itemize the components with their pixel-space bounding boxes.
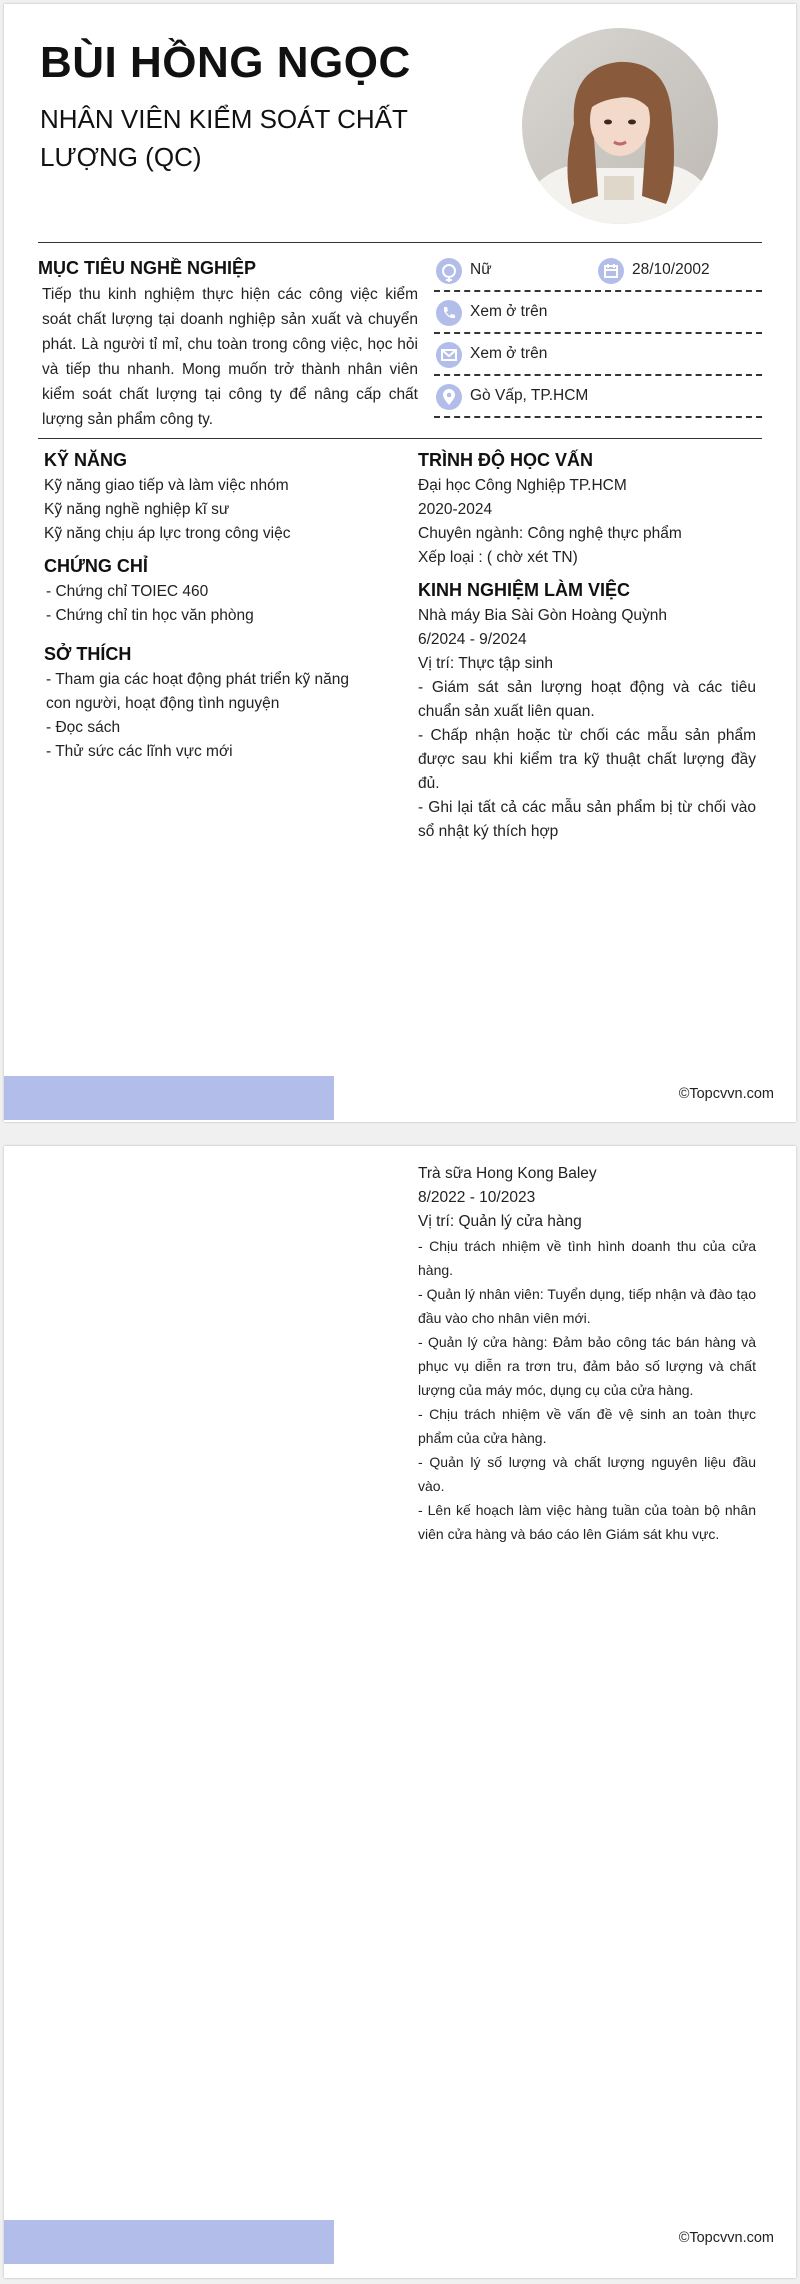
hobbies-title: SỞ THÍCH xyxy=(44,644,132,664)
footer-credit: ©Topcvvn.com xyxy=(678,1086,774,1102)
hobbies-list xyxy=(46,668,376,764)
job-company: Nhà máy Bia Sài Gòn Hoàng Quỳnh xyxy=(418,607,667,624)
contact-row-email xyxy=(434,334,762,376)
education-school: Đại học Công Nghiệp TP.HCM xyxy=(418,477,627,494)
avatar xyxy=(522,28,718,224)
address-value: Gò Vấp, TP.HCM xyxy=(470,387,589,404)
job-duty: - Chịu trách nhiệm về tình hình doanh thu của cửa hàng. xyxy=(418,1238,756,1278)
list-item: Kỹ năng chịu áp lực trong công việc xyxy=(44,525,291,542)
certificates-title: CHỨNG CHỈ xyxy=(44,556,148,576)
cv-page-2 xyxy=(4,1146,796,2278)
experience-job-1 xyxy=(418,604,756,844)
education-years: 2020-2024 xyxy=(418,501,493,518)
section-divider xyxy=(38,438,762,439)
job-title: NHÂN VIÊN KIỂM SOÁT CHẤT LƯỢNG (QC) xyxy=(40,104,408,172)
job-position: Vị trí: Thực tập sinh xyxy=(418,655,554,672)
education-block xyxy=(418,474,756,570)
skills-list xyxy=(44,474,384,546)
footer-accent-bar xyxy=(4,2220,334,2264)
phone-icon xyxy=(436,300,462,326)
gender-value: Nữ xyxy=(470,261,492,278)
contact-row-phone xyxy=(434,292,762,334)
contact-row-gender-birthday xyxy=(434,250,762,292)
objective-text: Tiếp thu kinh nghiệm thực hiện các công việc kiểm soát chất lượng tại doanh nghiệp sản xuất và chuyển phát. Là người tỉ mỉ, chu toàn trong công việc, học hỏi và tiếp thu nhanh. Mong muốn trở thành nhân viên kiểm soát chất lượng tại công ty để nâng cấp chất lượng sản phẩm công ty. xyxy=(42,286,418,428)
email-value: Xem ở trên xyxy=(470,345,548,362)
footer-accent-bar xyxy=(4,1076,334,1120)
phone-value: Xem ở trên xyxy=(470,303,548,320)
cv-page-1 xyxy=(4,4,796,1122)
job-duty: - Quản lý nhân viên: Tuyển dụng, tiếp nhận và đào tạo đầu vào cho nhân viên mới. xyxy=(418,1286,756,1326)
birthday-value: 28/10/2002 xyxy=(632,261,710,278)
skills-title: KỸ NĂNG xyxy=(44,450,128,470)
job-duty: - Chịu trách nhiệm về vấn đề vệ sinh an toàn thực phẩm của cửa hàng. xyxy=(418,1406,756,1446)
job-duty: - Lên kế hoạch làm việc hàng tuần của toàn bộ nhân viên cửa hàng và báo cáo lên Giám sát khu vực. xyxy=(418,1502,756,1542)
list-item: - Chứng chỉ tin học văn phòng xyxy=(46,607,254,624)
list-item: - Đọc sách xyxy=(46,719,121,736)
calendar-icon xyxy=(598,258,624,284)
job-duty: - Quản lý số lượng và chất lượng nguyên liệu đầu vào. xyxy=(418,1454,756,1494)
candidate-name: BÙI HỒNG NGỌC xyxy=(40,38,411,87)
education-grade: Xếp loại : ( chờ xét TN) xyxy=(418,549,578,566)
job-duty: - Ghi lại tất cả các mẫu sản phẩm bị từ chối vào sổ nhật ký thích hợp xyxy=(418,799,756,840)
objective-title: MỤC TIÊU NGHỀ NGHIỆP xyxy=(38,258,257,278)
list-item: - Tham gia các hoạt động phát triển kỹ năng con người, hoạt động tình nguyện xyxy=(46,671,350,712)
email-icon xyxy=(436,342,462,368)
location-pin-icon xyxy=(436,384,462,410)
job-duty: - Giám sát sản lượng hoạt động và các tiêu chuẩn sản xuất liên quan. xyxy=(418,679,756,720)
experience-title: KINH NGHIỆM LÀM VIỆC xyxy=(418,580,631,600)
gender-icon xyxy=(436,258,462,284)
contact-row-address xyxy=(434,376,762,418)
job-period: 8/2022 - 10/2023 xyxy=(418,1189,536,1206)
job-position: Vị trí: Quản lý cửa hàng xyxy=(418,1213,582,1230)
footer-credit: ©Topcvvn.com xyxy=(678,2230,774,2246)
experience-job-2 xyxy=(418,1162,756,1546)
education-title: TRÌNH ĐỘ HỌC VẤN xyxy=(418,450,593,470)
job-company: Trà sữa Hong Kong Baley xyxy=(418,1165,597,1182)
education-major: Chuyên ngành: Công nghệ thực phẩm xyxy=(418,525,682,542)
job-duty: - Chấp nhận hoặc từ chối các mẫu sản phẩm được sau khi kiểm tra kỹ thuật chất lượng đầy đủ. xyxy=(418,727,756,792)
list-item: - Chứng chỉ TOIEC 460 xyxy=(46,583,209,600)
header-divider xyxy=(38,242,762,243)
job-period: 6/2024 - 9/2024 xyxy=(418,631,527,648)
list-item: Kỹ năng nghề nghiệp kĩ sư xyxy=(44,501,230,518)
job-duty: - Quản lý cửa hàng: Đảm bảo công tác bán hàng và phục vụ diễn ra trơn tru, đảm bảo số lượng và chất lượng của máy móc, dụng cụ của cửa hàng. xyxy=(418,1334,756,1398)
list-item: - Thử sức các lĩnh vực mới xyxy=(46,743,233,760)
list-item: Kỹ năng giao tiếp và làm việc nhóm xyxy=(44,477,289,494)
certificates-list xyxy=(46,580,376,628)
